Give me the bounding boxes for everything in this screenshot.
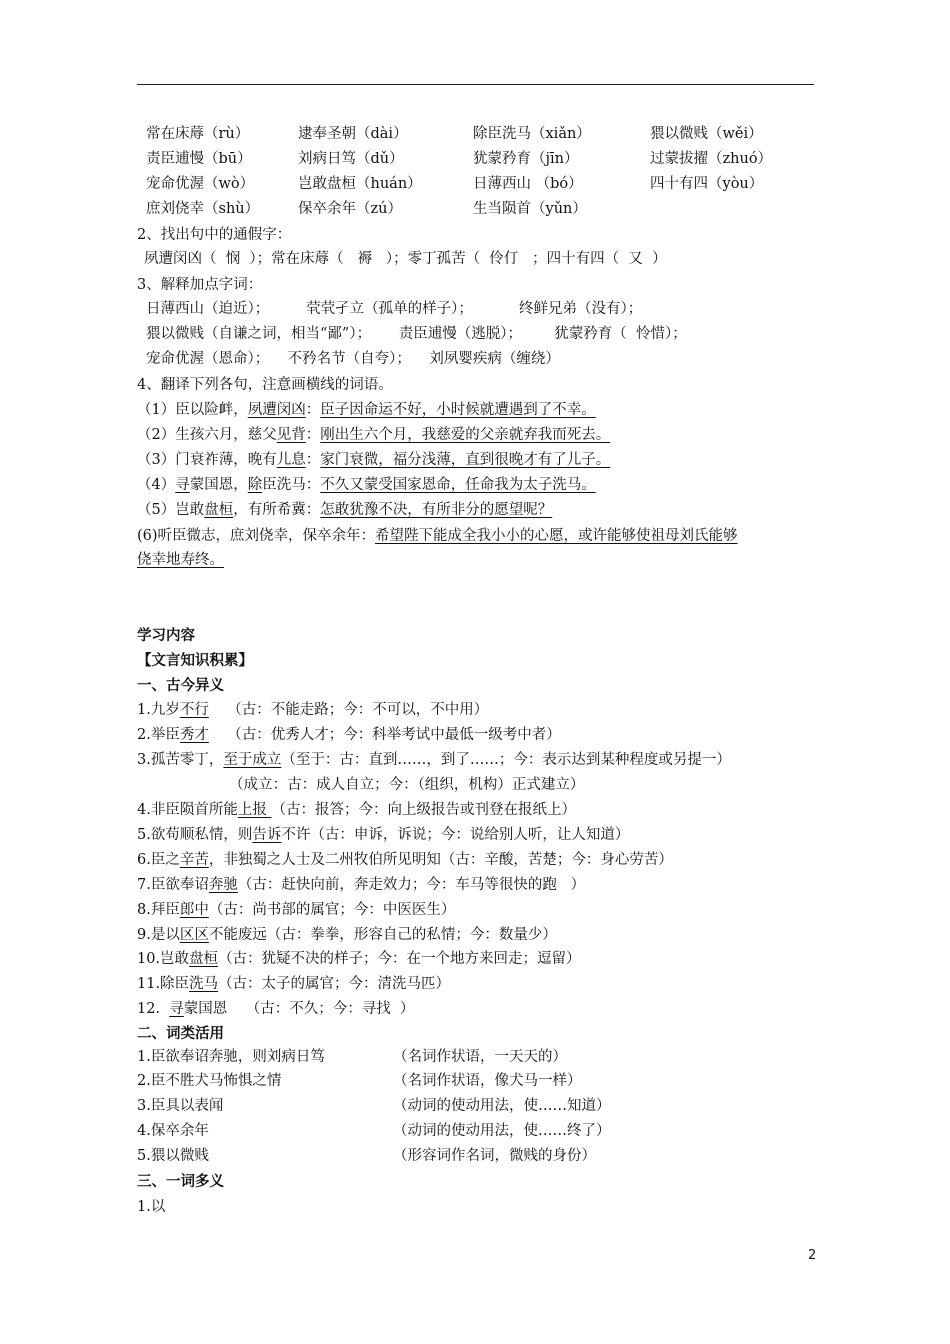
word-class-item: 2.臣不胜犬马怖惧之情 <box>137 1073 282 1089</box>
pinyin-cell: 猥以微贱（wěi） <box>650 126 763 142</box>
item-text: 4.非臣陨首所能 <box>137 802 238 818</box>
q4-underlined-word: 寻 <box>175 477 190 493</box>
item-text: 3.孤苦零丁， <box>137 752 224 768</box>
q4-item-text: ： <box>305 452 321 468</box>
section-heading: 二、词类活用 <box>137 1025 224 1042</box>
ancient-modern-item <box>137 775 584 795</box>
underlined-word: 上报 <box>237 802 272 818</box>
q4-item <box>137 425 610 445</box>
item-text: （古：赶快向前，奔走效力；今：车马等很快的跑 ） <box>237 877 586 893</box>
q4-item-text: ，有所希冀： <box>233 502 321 518</box>
pinyin-cell: 岂敢盘桓（huán） <box>298 176 422 192</box>
study-subtitle: 【文言知识积累】 <box>137 652 253 669</box>
q4-item-6 <box>137 526 738 546</box>
item-text: ，非独蜀之人士及二州牧伯所见明知（古：辛酸，苦楚；今：身心劳苦） <box>208 852 673 868</box>
pinyin-cell: 犹蒙矜育（jīn） <box>473 151 579 167</box>
q4-item <box>137 475 596 495</box>
q4-item-text: （5）岂敢 <box>137 502 205 518</box>
pinyin-cell: 常在床蓐（rù） <box>146 126 250 142</box>
q4-item <box>137 450 610 470</box>
item-text: （至于：古：直到……，到了……；今：表示达到某种程度或另提一） <box>281 752 731 768</box>
ancient-modern-item <box>137 974 450 994</box>
item-text: （成立：古：成人自立；今：（组织，机构）正式建立） <box>137 777 585 793</box>
q4-item <box>137 400 596 420</box>
underlined-word: 奔驰 <box>208 877 238 893</box>
ancient-modern-item <box>137 875 585 895</box>
q2-heading: 2、找出句中的通假字： <box>137 227 292 243</box>
item-text: 蒙国恩 （古：不久；今：寻找 ） <box>183 1001 415 1017</box>
ancient-modern-item <box>137 900 455 920</box>
q4-item <box>137 500 552 520</box>
pinyin-cell: 刘病日笃（dǔ） <box>298 151 404 167</box>
ancient-modern-item <box>137 925 557 945</box>
q4-underlined-word: 夙遭闵凶 <box>247 402 306 418</box>
q4-item-text: （1）臣以险衅， <box>137 402 248 418</box>
item-text: 7.臣欲奉诏 <box>137 877 209 893</box>
q3-line: 猥以微贱（自谦之词，相当“鄙”）； 责臣逋慢（逃脱）； 犹蒙矜育（ 怜惜）； <box>146 326 687 342</box>
q4-answer: 刚出生六个月，我慈爱的父亲就弃我而死去。 <box>320 427 611 443</box>
item-text: 6.臣之 <box>137 852 180 868</box>
item-text: 11.除臣 <box>137 976 190 992</box>
q4-item-text: （4） <box>137 477 176 493</box>
q4-underlined-word: 儿息 <box>276 452 306 468</box>
q4-item-text: （3）门衰祚薄，晚有 <box>137 452 277 468</box>
ancient-modern-item <box>137 825 629 845</box>
word-class-item: 4.保卒余年 <box>137 1123 209 1139</box>
item-text: （古：尚书部的属官；今：中医医生） <box>208 902 456 918</box>
q4-underlined-word: 见背 <box>276 427 306 443</box>
q4-heading: 4、翻译下列各句，注意画横线的词语。 <box>137 377 393 393</box>
underlined-word: 告诉 <box>252 827 282 843</box>
ancient-modern-item <box>137 725 561 745</box>
q4-answer: 怎敢犹豫不决，有所非分的愿望呢？ <box>320 502 553 518</box>
word-class-item: 1.臣欲奉诏奔驰，则刘病日笃 <box>137 1049 325 1065</box>
item-text: 5.欲苟顺私情，则 <box>137 827 253 843</box>
ancient-modern-item <box>137 949 581 969</box>
study-title: 学习内容 <box>137 627 195 644</box>
item-text: 10.岂敢 <box>137 951 190 967</box>
q2-answer-line: 夙遭闵凶（ 悯 ）；常在床蓐（ 褥 ）；零丁孤苦（ 伶仃 ；四十有四（ 又 ） <box>144 251 667 267</box>
underlined-word: 洗马 <box>189 976 219 992</box>
pinyin-cell: 四十有四（yòu） <box>650 176 764 192</box>
ancient-modern-item <box>137 700 488 720</box>
item-text: 12. <box>137 1001 170 1017</box>
q4-item-6-continued <box>137 550 224 570</box>
underlined-word: 秀才 <box>179 727 209 743</box>
q4-answer: 不久又蒙受国家恩命，任命我为太子洗马。 <box>320 477 596 493</box>
pinyin-cell: 逮奉圣朝（dài） <box>298 126 408 142</box>
underlined-word: 寻 <box>169 1001 184 1017</box>
q3-heading: 3、解释加点字词： <box>137 277 263 293</box>
item-text: 不许（古：申诉，诉说；今：说给别人听，让人知道） <box>281 827 630 843</box>
pinyin-cell: 过蒙拔擢（zhuó） <box>650 151 773 167</box>
header-rule <box>137 84 814 85</box>
word-class-note: （名词作状语，一天天的） <box>393 1049 567 1065</box>
word-class-note: （名词作状语，像犬马一样） <box>393 1073 582 1089</box>
pinyin-cell: 生当陨首（yǔn） <box>473 201 587 217</box>
word-class-item: 3.臣具以表闻 <box>137 1098 224 1114</box>
item-text: 2.举臣 <box>137 727 180 743</box>
underlined-word: 郎中 <box>179 902 209 918</box>
ancient-modern-item <box>137 750 731 770</box>
item-text: （古：犹疑不决的样子；今：在一个地方来回走；逗留） <box>218 951 581 967</box>
section-heading: 三、一词多义 <box>137 1173 224 1190</box>
q4-item-text: 蒙国恩， <box>189 477 248 493</box>
pinyin-cell: 除臣洗马（xiǎn） <box>473 126 591 142</box>
item-text: （古：太子的属官；今：清洗马匹） <box>218 976 451 992</box>
item-text: 8.拜臣 <box>137 902 180 918</box>
item-text: （古：优秀人才；今：科举考试中最低一级考中者） <box>208 727 561 743</box>
underlined-word: 区区 <box>179 927 209 943</box>
item-text: （古：报答；今：向上级报告或刊登在报纸上） <box>271 802 576 818</box>
q4-item-text: ： <box>305 427 321 443</box>
word-class-note: （动词的使动用法，使……知道） <box>393 1098 611 1114</box>
word-class-note: （形容词作名词，微贱的身份） <box>393 1148 596 1164</box>
underlined-word: 辛苦 <box>179 852 209 868</box>
ancient-modern-item <box>137 800 576 820</box>
polysemy-item: 1.以 <box>137 1199 166 1215</box>
item-text: 9.是以 <box>137 927 180 943</box>
q4-answer: 家门衰微，福分浅薄，直到很晚才有了儿子。 <box>320 452 611 468</box>
item-text: （古：不能走路；今：不可以，不中用） <box>208 702 489 718</box>
section-heading: 一、古今异义 <box>137 677 224 694</box>
pinyin-cell: 日薄西山 （bó） <box>473 176 583 192</box>
q3-line: 宠命优渥（恩命）； 不矜名节（自夸）； 刘夙婴疾病（缠绕） <box>146 351 560 367</box>
page-number: 2 <box>808 1248 817 1263</box>
q4-answer: 臣子因命运不好，小时候就遭遇到了不幸。 <box>320 402 596 418</box>
item-text: 不能废远（古：拳拳，形容自己的私情；今：数量少） <box>208 927 557 943</box>
underlined-word: 盘桓 <box>189 951 219 967</box>
pinyin-cell: 宠命优渥（wò） <box>146 176 255 192</box>
q4-answer: 侥幸地寿终。 <box>137 552 224 568</box>
ancient-modern-item <box>137 999 414 1019</box>
underlined-word: 至于成立 <box>223 752 282 768</box>
q4-item-text: ： <box>305 402 321 418</box>
item-text: 1.九岁 <box>137 702 180 718</box>
q3-line: 日薄西山（迫近）； 茕茕孑立（孤单的样子）； 终鲜兄弟（没有）； <box>146 301 643 317</box>
q4-item-text: （2）生孩六月，慈父 <box>137 427 277 443</box>
pinyin-cell: 责臣逋慢（bū） <box>146 151 252 167</box>
underlined-word: 不行 <box>179 702 209 718</box>
ancient-modern-item <box>137 850 673 870</box>
word-class-note: （动词的使动用法，使……终了） <box>393 1123 611 1139</box>
pinyin-cell: 保卒余年（zú） <box>298 201 402 217</box>
word-class-item: 5.猥以微贱 <box>137 1148 209 1164</box>
q4-answer: 希望陛下能成全我小小的心愿，或许能够使祖母刘氏能够 <box>375 528 738 544</box>
q4-item-text: (6)听臣微志，庶刘侥幸，保卒余年： <box>137 528 376 544</box>
q4-item-text: 臣洗马： <box>262 477 321 493</box>
q4-underlined-word: 盘桓 <box>204 502 234 518</box>
pinyin-cell: 庶刘侥幸（shù） <box>146 201 260 217</box>
q4-underlined-word: 除 <box>247 477 263 493</box>
